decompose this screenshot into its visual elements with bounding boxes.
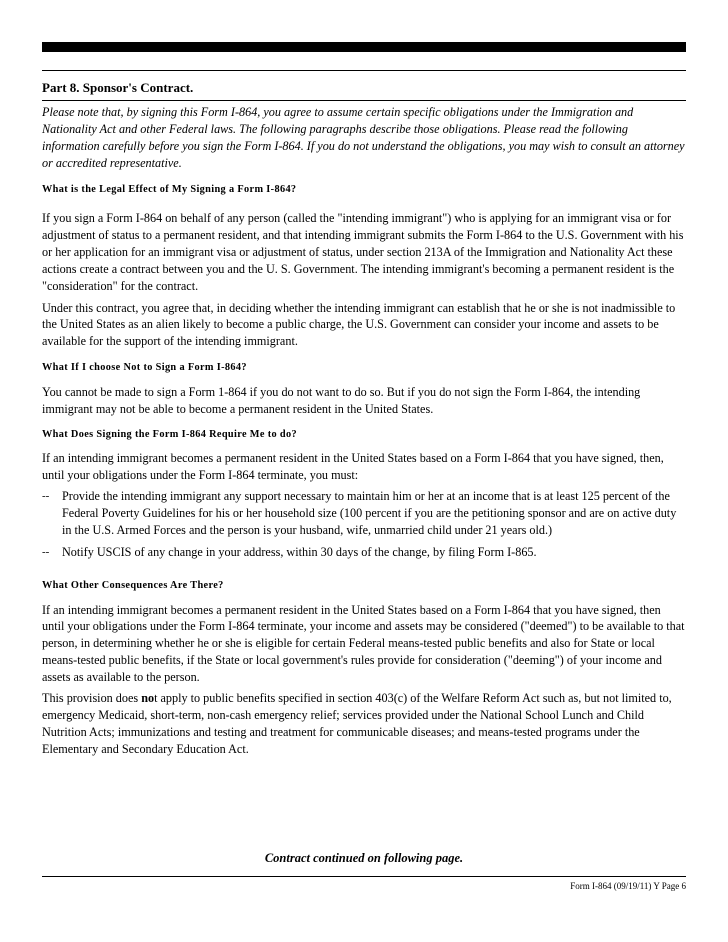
consequences-text-before: This provision does: [42, 691, 142, 706]
not-sign-paragraph: You cannot be made to sign a Form 1-864 if you do not want to do so. But if you do not sign the Form I-864, the intending immigrant may not be able to become a permanent resident in the United States.: [42, 385, 641, 417]
legal-effect-paragraph-1: If you sign a Form I-864 on behalf of any person (called the "intending immigrant") who is applying for an immigrant visa or for adjustment of status to a permanent resident, and that intending immigrant submits the Form I-864 to the U.S. Government with his or her application for an immigrant visa or adjustment of status, under section 213A of the Immigration and Nationality Act these actions create a contract between you and the U. S. Government. The intending immigrant's becoming a permanent resident is the "consideration" for the contract.: [42, 211, 684, 293]
section-heading-legal-effect: What is the Legal Effect of My Signing a Form I-864?: [42, 184, 297, 195]
require-paragraph: If an intending immigrant becomes a permanent resident in the United States based on a Form I-864 that you have signed, then, until your obligations under the Form I-864 terminate, you must:: [42, 451, 664, 482]
bullet-marker: --: [42, 489, 50, 502]
form-footer: Form I-864 (09/19/11) Y Page 6: [570, 881, 686, 891]
section-heading-require: What Does Signing the Form I-864 Require Me to do?: [42, 429, 297, 441]
part-rule: [42, 100, 686, 101]
intro-paragraph: Please note that, by signing this Form I-864, you agree to assume certain specific obligations under the Immigration and Nationality Act and other Federal laws. The following paragraphs describe those obligations. Please read the following information carefully before you sign the Form I-864. If you do not understand the obligations, you may wish to consult an attorney or accredited representative.: [42, 105, 685, 170]
consequences-text-after: t apply to public benefits specified in section 403(c) of the Welfare Reform Act such as, but not limited to, emergency Medicaid, short-term, non-cash emergency relief; services provided under the National School Lunch and Child Nutrition Acts; immunizations and testing and treatment for communicable diseases; and means-tested programs under the Elementary and Secondary Education Act.: [42, 691, 672, 756]
part-title: Part 8. Sponsor's Contract.: [42, 80, 194, 95]
footer-rule: [42, 876, 686, 877]
continued-note: Contract continued on following page.: [264, 851, 464, 865]
section-heading-consequences: What Other Consequences Are There?: [42, 579, 224, 591]
list-item-text: Provide the intending immigrant any support necessary to maintain him or her at an income that is at least 125 percent of the Federal Poverty Guidelines for his or her household size (100 percent if you are the petitioning sponsor and are on active duty in the U.S. Armed Forces and the person is your husband, wife, unmarried child under 21 years old.): [62, 488, 677, 537]
form-page: [42, 0, 686, 942]
legal-effect-paragraph-2: Under this contract, you agree that, in deciding whether the intending immigrant can establish that he or she is not inadmissible to the United States as an alien likely to become a public charge, the U.S. Government can consider your income and assets to be available for the support of the intending immigrant.: [42, 300, 676, 349]
bullet-marker: --: [42, 545, 50, 558]
list-item: [42, 544, 686, 561]
consequences-paragraph-2: [42, 690, 686, 758]
header-bar: [42, 42, 686, 52]
list-item: [42, 488, 686, 539]
section-heading-not-sign: What If I choose Not to Sign a Form I-864?: [42, 362, 247, 374]
consequences-paragraph-1: If an intending immigrant becomes a permanent resident in the United States based on a Form I-864 that you have signed, then until your obligations under the Form I-864 terminate, your income and assets may be considered ("deemed") to be available to that person, in determining whether he or she is eligible for certain Federal means-tested public benefits and also for State or local means-tested public benefits, if the State or local government's rules provide for consideration ("deeming") of your income and assets as available to the person.: [42, 602, 685, 685]
consequences-emphasis: no: [141, 691, 155, 706]
header-rule: [42, 70, 686, 71]
list-item-text: Notify USCIS of any change in your address, within 30 days of the change, by filing Form I-865.: [62, 544, 537, 559]
contract-body: [42, 183, 686, 758]
